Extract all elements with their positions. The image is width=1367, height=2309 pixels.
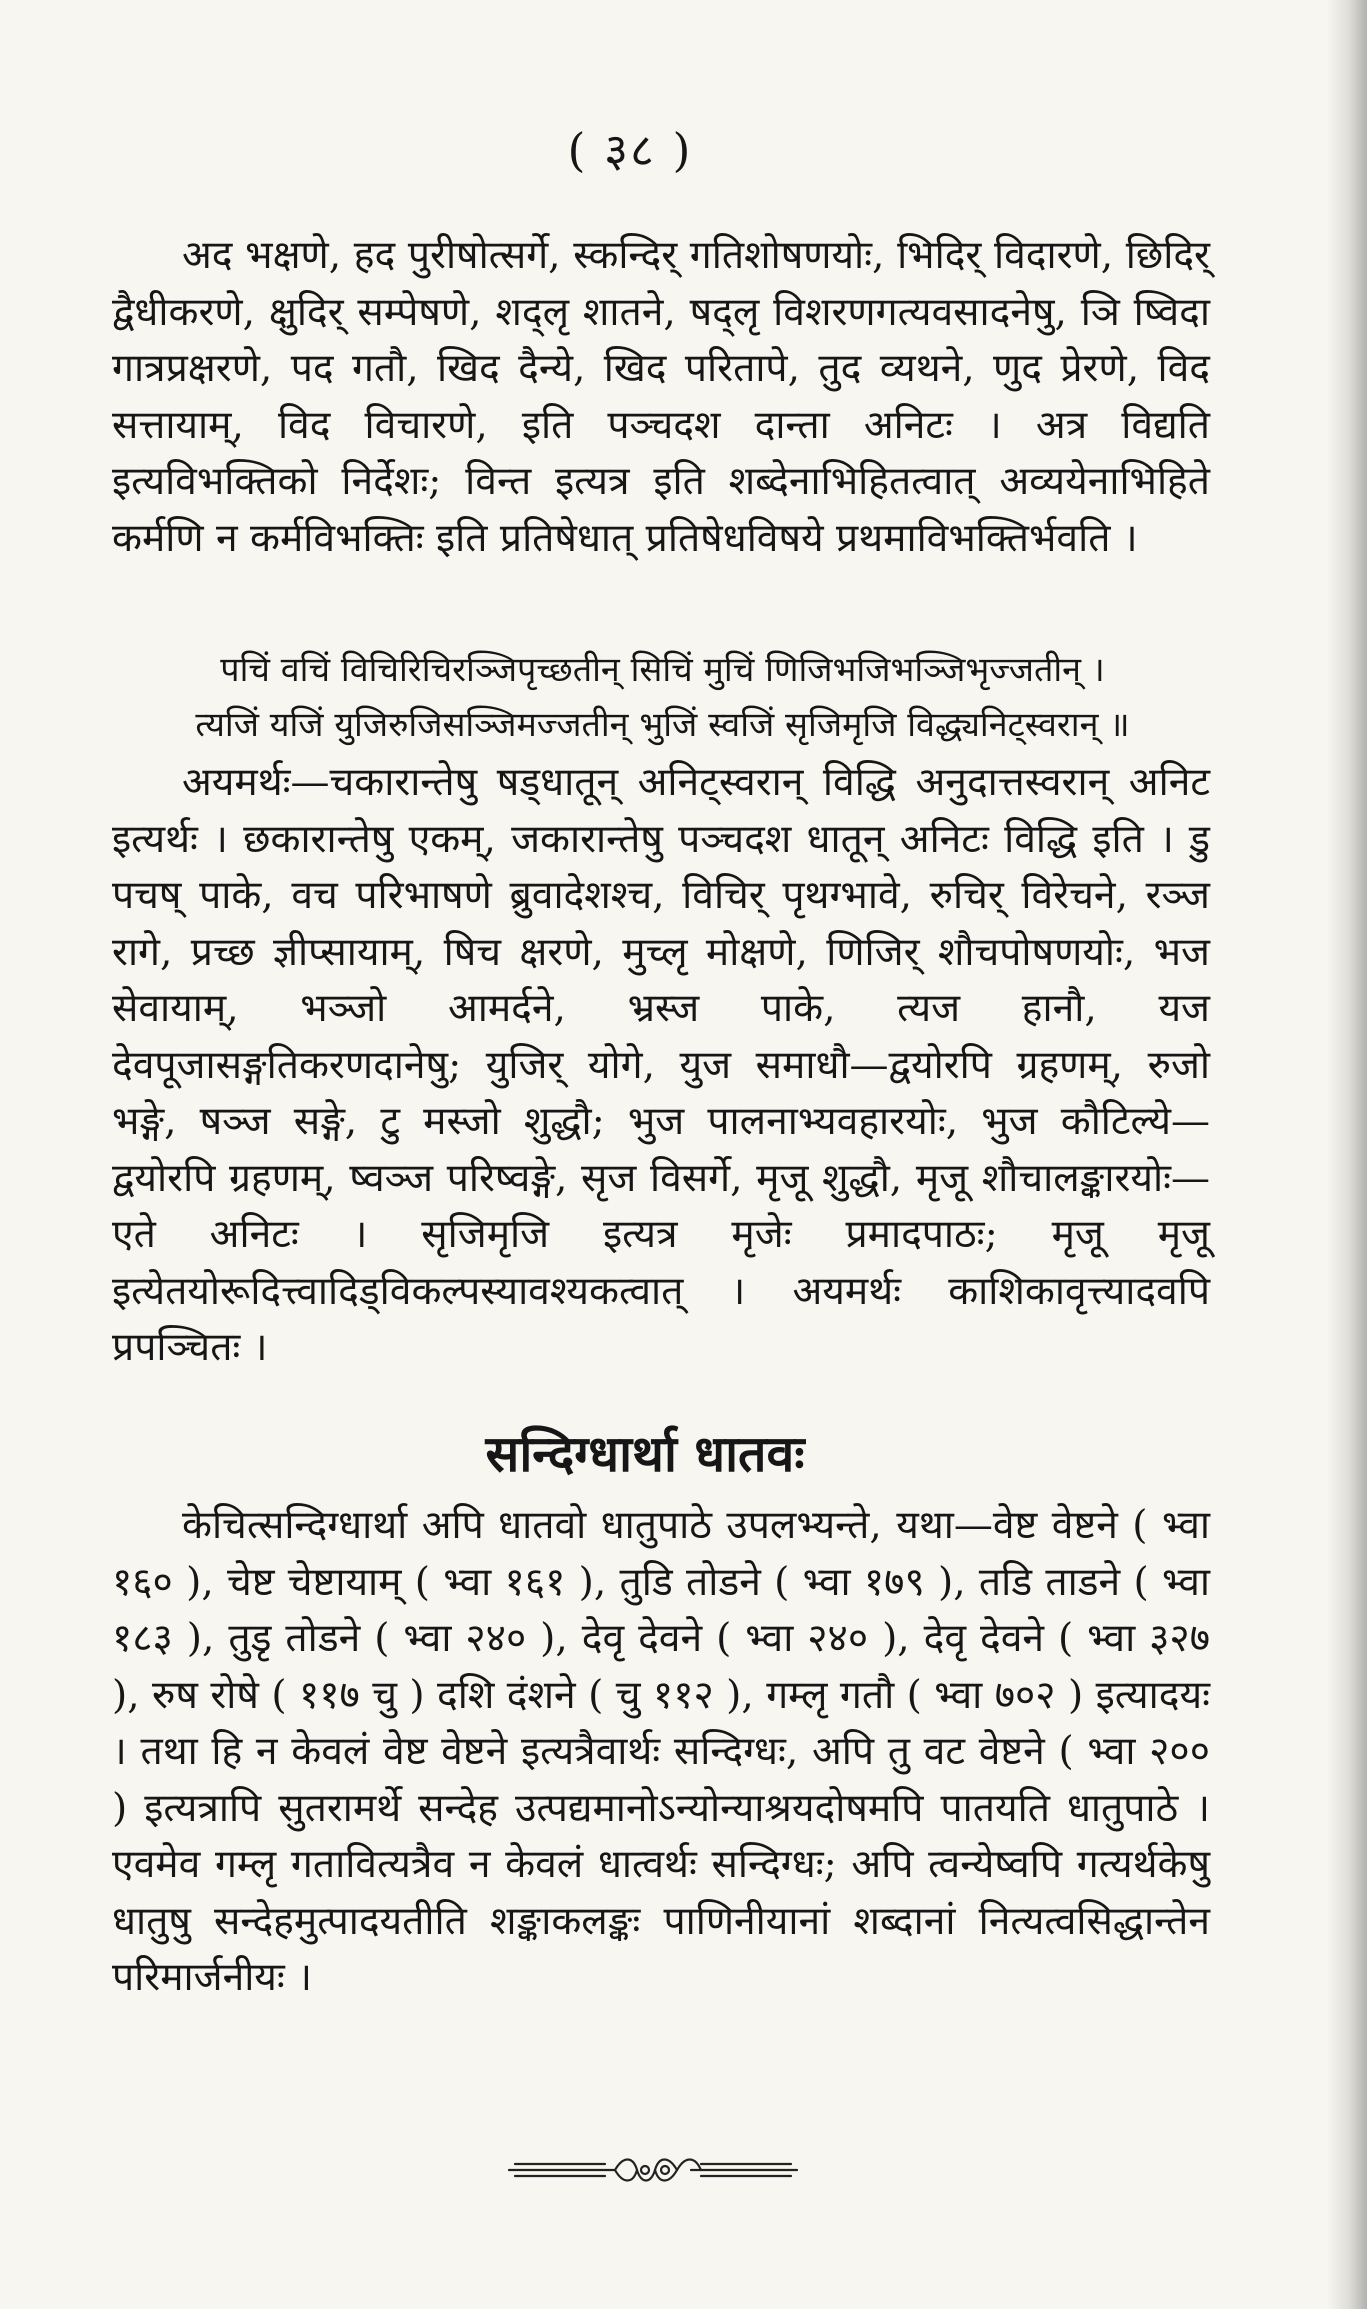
page-number: ( ३८ ) bbox=[567, 123, 693, 177]
paragraph-dant-roots: अद भक्षणे, हद पुरीषोत्सर्गे, स्कन्दिर् गतिशोषणयोः, भिदिर् विदारणे, छिदिर् द्वैधीकरणे, क्षुदिर् सम्पेषणे, शद्लृ शातने, षद्लृ विशरणगत्यवसादनेषु, ञि ष्विदा गात्रप्रक्षरणे, पद गतौ, खिद दैन्ये, खिद परितापे, तुद व्यथने, णुद प्रेरणे, विद सत्तायाम्, विद विचारणे, इति पञ्चदश दान्ता अनिटः । अत्र विद्यति इत्यविभक्तिको निर्देशः; विन्त इत्यत्र इति शब्देनाभिहितत्वात् अव्ययेनाभिहिते कर्मणि न कर्मविभक्तिः इति प्रतिषेधात् प्रतिषेधविषये प्रथमाविभक्तिर्भवति । bbox=[112, 233, 1210, 561]
verse bbox=[125, 643, 1200, 753]
paragraph-doubtful-roots: केचित्सन्दिग्धार्था अपि धातवो धातुपाठे उपलभ्यन्ते, यथा—वेष्ट वेष्टने ( भ्वा १६० ), चेष्ट चेष्टायाम् ( भ्वा १६१ ), तुडि तोडने ( भ्वा १७९ ), तडि ताडने ( भ्वा १८३ ), तुडृ तोडने ( भ्वा २४० ), देवृ देवने ( भ्वा २४० ), देवृ देवने ( भ्वा ३२७ ), रुष रोषे ( ११७ चु ) दशि दंशने ( चु ११२ ), गम्लृ गतौ ( भ्वा ७०२ ) इत्यादयः । तथा हि न केवलं वेष्ट वेष्टने इत्यत्रैवार्थः सन्दिग्धः, अपि तु वट वेष्टने ( भ्वा २०० ) इत्यत्रापि सुतरामर्थे सन्देह उत्पद्यमानोऽन्योन्याश्रयदोषमपि पातयति धातुपाठे । एवमेव गम्लृ गतावित्यत्रैव न केवलं धात्वर्थः सन्दिग्धः; अपि त्वन्येष्वपि गत्यर्थकेषु धातुषु सन्देहमुत्पादयतीति शङ्काकलङ्कः पाणिनीयानां शब्दानां नित्यत्वसिद्धान्तेन परिमार्जनीयः । bbox=[112, 1503, 1210, 2000]
paragraph-verse-explanation: अयमर्थः—चकारान्तेषु षड्धातून् अनिट्स्वरान् विद्धि अनुदात्तस्वरान् अनिट इत्यर्थः । छकारान्तेषु एकम्, जकारान्तेषु पञ्चदश धातून् अनिटः विद्धि इति । डु पचष् पाके, वच परिभाषणे ब्रुवादेशश्च, विचिर् पृथग्भावे, रुचिर् विरेचने, रञ्ज रागे, प्रच्छ ज्ञीप्सायाम्, षिच क्षरणे, मुच्लृ मोक्षणे, णिजिर् शौचपोषणयोः, भज सेवायाम्, भञ्जो आमर्दने, भ्रस्ज पाके, त्यज हानौ, यज देवपूजासङ्गतिकरणदानेषु; युजिर् योगे, युज समाधौ—द्वयोरपि ग्रहणम्, रुजो भङ्गे, षञ्ज सङ्गे, टु मस्जो शुद्धौ; भुज पालनाभ्यवहारयोः, भुज कौटिल्ये—द्वयोरपि ग्रहणम्, ष्वञ्ज परिष्वङ्गे, सृज विसर्गे, मृजू शुद्धौ, मृजू शौचालङ्कारयोः—एते अनिटः । सृजिमृजि इत्यत्र मृजेः प्रमादपाठः; मृजू मृजू इत्येतयोरूदित्त्वादिड्विकल्पस्यावश्यकत्वात् । अयमर्थः काशिकावृत्त्यादवपि प्रपञ्चितः । bbox=[112, 760, 1210, 1370]
verse-line-1: पचिं वचिं विचिरिचिरञ्जिपृच्छतीन् सिचिं मुचिं णिजिभजिभञ्जिभृज्जतीन् । bbox=[220, 650, 1105, 690]
section-heading: सन्दिग्धार्था धातवः bbox=[485, 1424, 805, 1483]
verse-line-2: त्यजिं यजिं युजिरुजिसञ्जिमज्जतीन् भुजिं स्वजिं सृजिमृजि विद्ध्यनिट्स्वरान् ॥ bbox=[195, 705, 1130, 745]
end-ornament-icon bbox=[505, 2148, 801, 2192]
page-edge-shadow bbox=[1327, 0, 1367, 2309]
